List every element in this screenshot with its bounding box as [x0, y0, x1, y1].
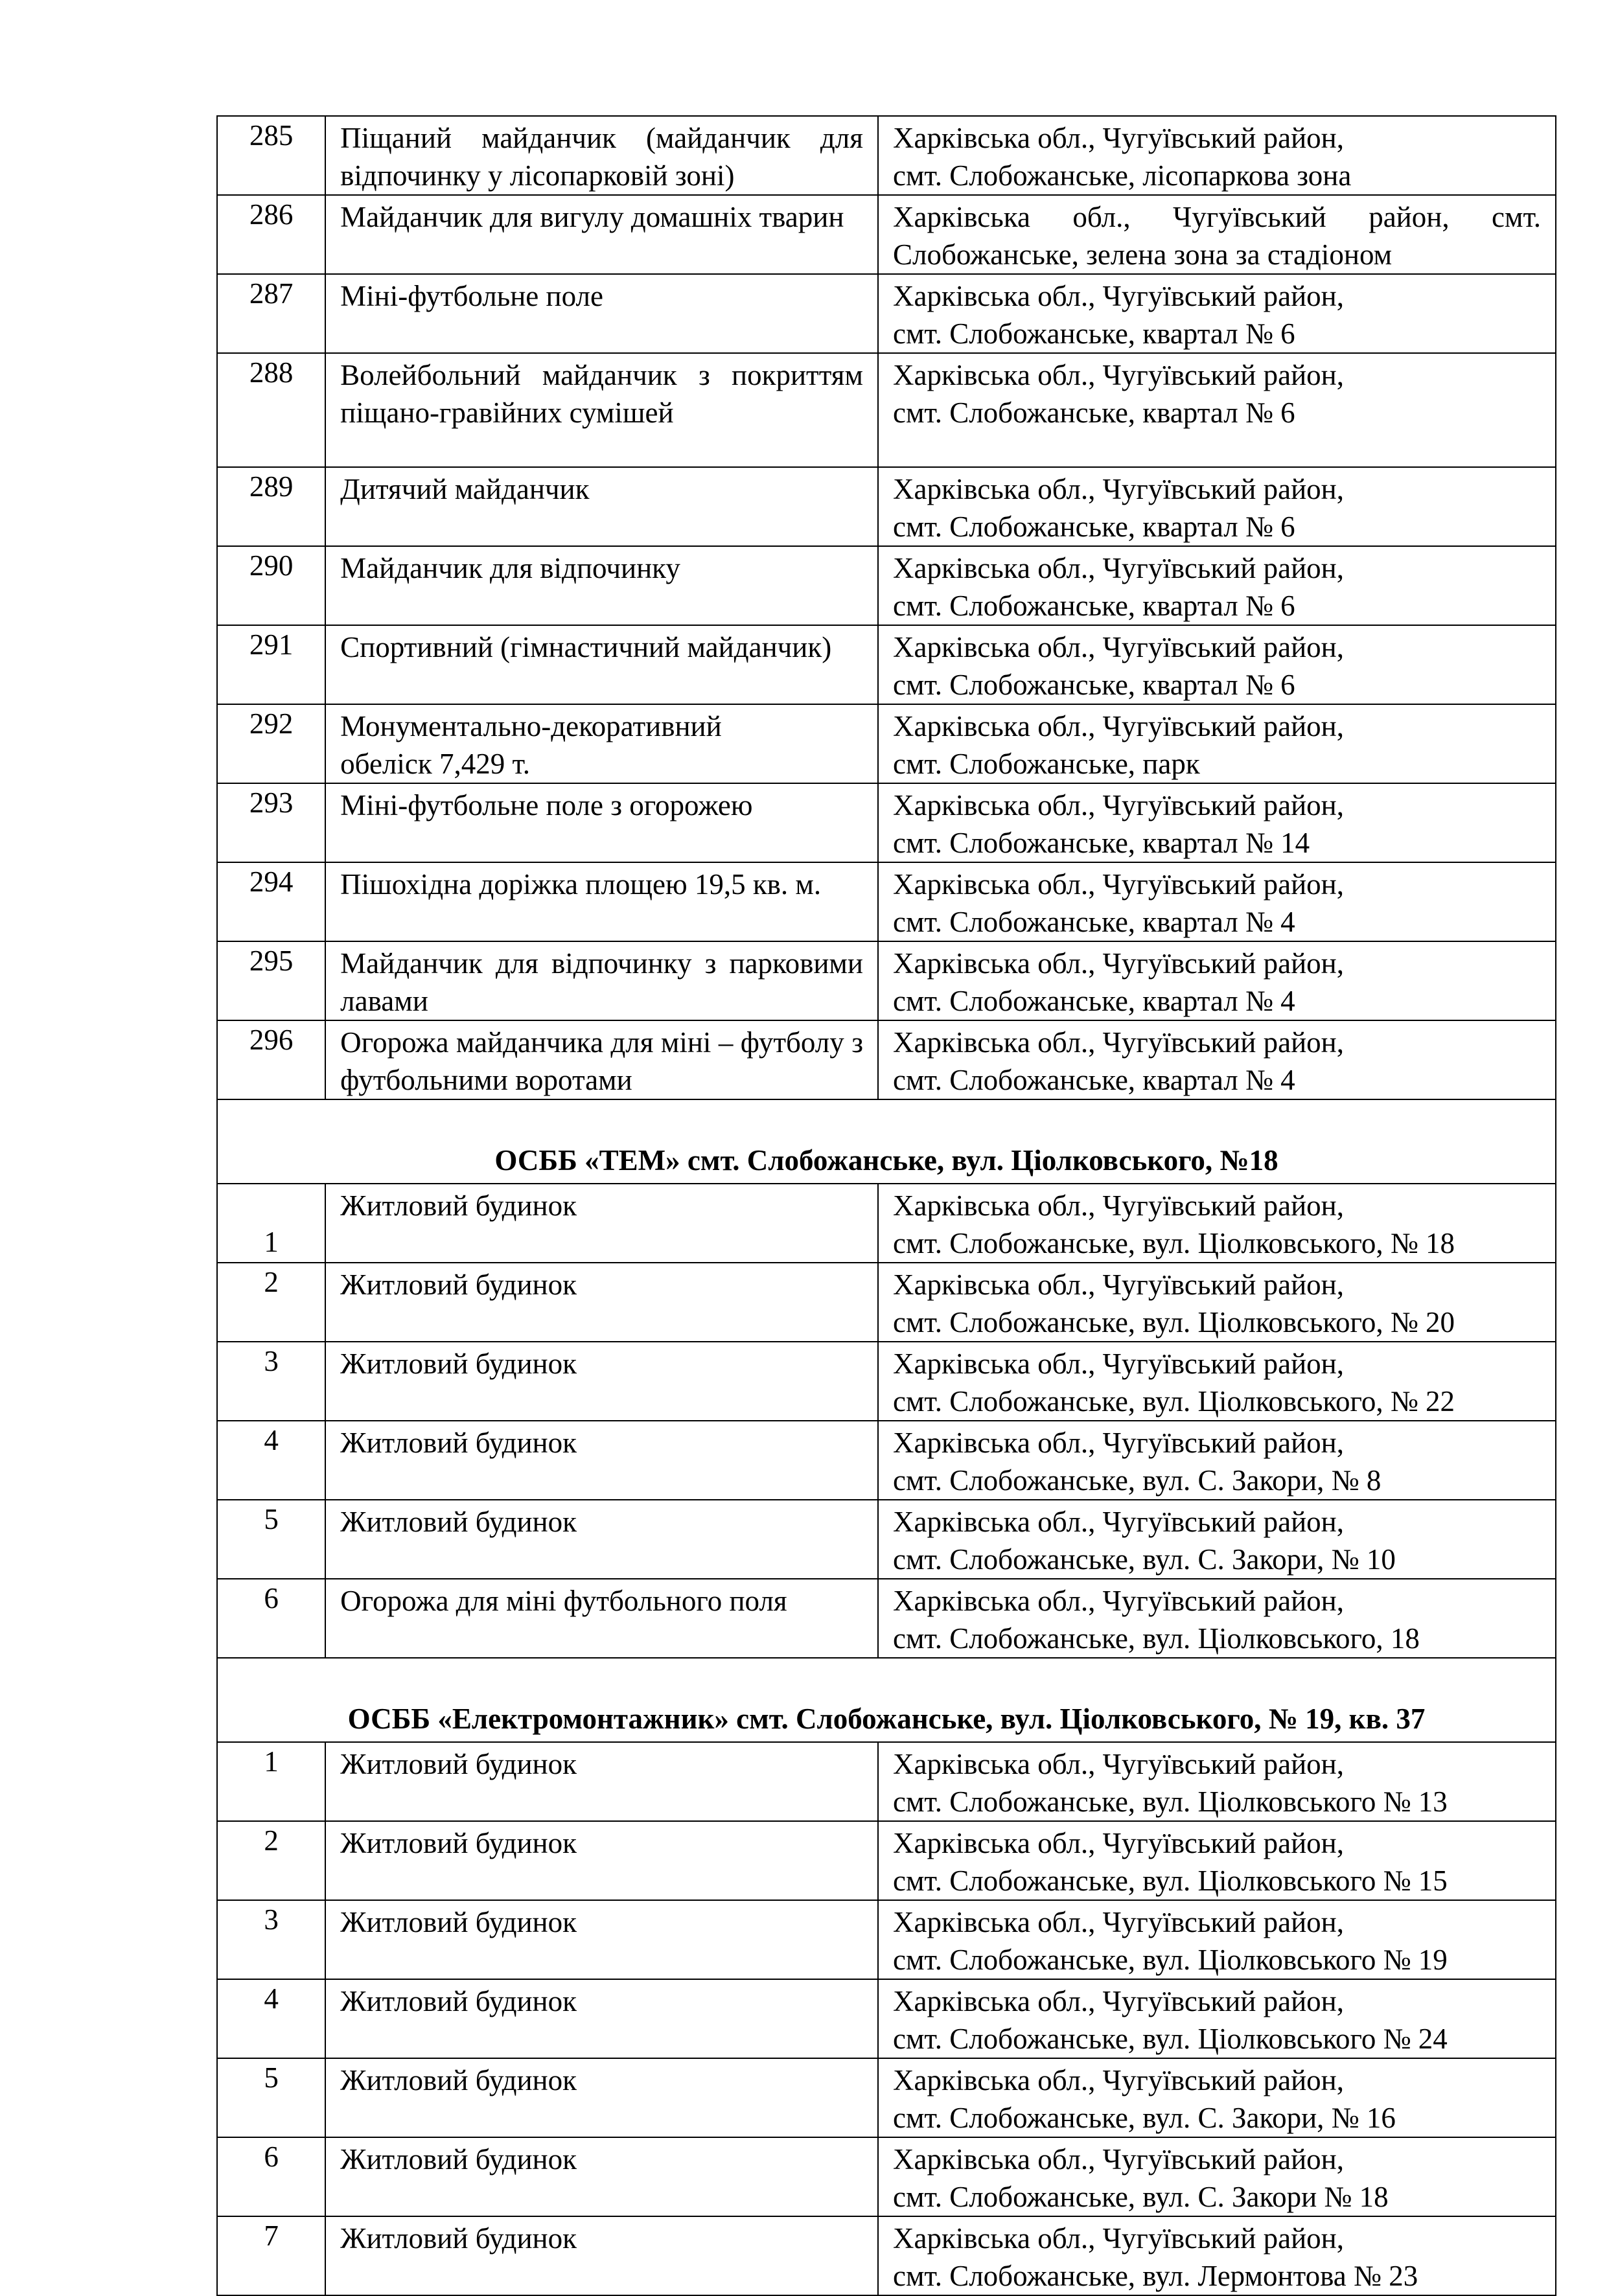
object-address: Харківська обл., Чугуївський район, смт. Слобожанське, вул. Лермонтова № 23 — [878, 2216, 1556, 2295]
table-row — [217, 704, 1556, 783]
object-name: Житловий будинок — [325, 1979, 878, 2058]
table-row — [217, 1500, 1556, 1579]
table-row — [217, 1421, 1556, 1500]
row-number: 3 — [217, 1900, 325, 1979]
object-address: Харківська обл., Чугуївський район, смт. Слобожанське, квартал № 14 — [878, 783, 1556, 862]
table-row — [217, 862, 1556, 941]
object-name: Міні-футбольне поле з огорожею — [325, 783, 878, 862]
table-row — [217, 1184, 1556, 1263]
table-row — [217, 1020, 1556, 1099]
object-address: Харківська обл., Чугуївський район, смт. Слобожанське, квартал № 6 — [878, 353, 1556, 467]
table-row — [217, 2058, 1556, 2137]
object-name: Пішохідна доріжка площею 19,5 кв. м. — [325, 862, 878, 941]
object-name: Майданчик для вигулу домашніх тварин — [325, 195, 878, 274]
object-name: Майданчик для відпочинку з парковими лавами — [325, 941, 878, 1020]
object-address: Харківська обл., Чугуївський район, смт. Слобожанське, вул. Ціолковського, № 20 — [878, 1263, 1556, 1342]
object-name: Огорожа майданчика для міні – футболу з футбольними воротами — [325, 1020, 878, 1099]
row-number: 5 — [217, 2058, 325, 2137]
object-address: Харківська обл., Чугуївський район, смт. Слобожанське, вул. С. Закори, № 16 — [878, 2058, 1556, 2137]
table-row — [217, 1742, 1556, 1821]
object-name: Житловий будинок — [325, 1263, 878, 1342]
row-number: 3 — [217, 1342, 325, 1421]
table-row — [217, 783, 1556, 862]
object-address: Харківська обл., Чугуївський район, смт. Слобожанське, вул. Ціолковського, 18 — [878, 1579, 1556, 1658]
document-page — [216, 115, 1556, 2296]
row-number: 291 — [217, 625, 325, 704]
object-name: Житловий будинок — [325, 1421, 878, 1500]
object-name: Житловий будинок — [325, 1342, 878, 1421]
row-number: 296 — [217, 1020, 325, 1099]
object-address: Харківська обл., Чугуївський район, смт. Слобожанське, вул. С. Закори, № 8 — [878, 1421, 1556, 1500]
object-name: Дитячий майданчик — [325, 467, 878, 546]
object-name: Волейбольний майданчик з покриттям піщано-гравійних сумішей — [325, 353, 878, 467]
object-address: Харківська обл., Чугуївський район, смт. Слобожанське, лісопаркова зона — [878, 116, 1556, 195]
table-row — [217, 1821, 1556, 1900]
object-address: Харківська обл., Чугуївський район, смт. Слобожанське, зелена зона за стадіоном — [878, 195, 1556, 274]
row-number: 293 — [217, 783, 325, 862]
object-address: Харківська обл., Чугуївський район, смт. Слобожанське, квартал № 6 — [878, 546, 1556, 625]
table-row — [217, 1342, 1556, 1421]
table-row — [217, 1263, 1556, 1342]
row-number: 6 — [217, 2137, 325, 2216]
section-header-row — [217, 1099, 1556, 1184]
object-address: Харківська обл., Чугуївський район, смт. Слобожанське, квартал № 4 — [878, 1020, 1556, 1099]
table-row — [217, 116, 1556, 195]
object-address: Харківська обл., Чугуївський район, смт. Слобожанське, вул. Ціолковського, № 18 — [878, 1184, 1556, 1263]
row-number: 285 — [217, 116, 325, 195]
object-name: Піщаний майданчик (майданчик для відпочинку у лісопарковій зоні) — [325, 116, 878, 195]
object-name: Спортивний (гімнастичний майданчик) — [325, 625, 878, 704]
row-number: 295 — [217, 941, 325, 1020]
row-number: 4 — [217, 1421, 325, 1500]
row-number: 289 — [217, 467, 325, 546]
object-address: Харківська обл., Чугуївський район, смт. Слобожанське, вул. Ціолковського № 15 — [878, 1821, 1556, 1900]
row-number: 1 — [217, 1742, 325, 1821]
object-name: Житловий будинок — [325, 1184, 878, 1263]
object-name: Житловий будинок — [325, 1500, 878, 1579]
table-row — [217, 2216, 1556, 2295]
table-row — [217, 625, 1556, 704]
row-number: 4 — [217, 1979, 325, 2058]
row-number: 7 — [217, 2216, 325, 2295]
table-row — [217, 1579, 1556, 1658]
object-address: Харківська обл., Чугуївський район, смт. Слобожанське, квартал № 6 — [878, 274, 1556, 353]
object-address: Харківська обл., Чугуївський район, смт. Слобожанське, вул. Ціолковського № 19 — [878, 1900, 1556, 1979]
row-number: 1 — [217, 1184, 325, 1263]
object-name: Житловий будинок — [325, 2137, 878, 2216]
property-table — [216, 115, 1556, 2296]
row-number: 294 — [217, 862, 325, 941]
object-address: Харківська обл., Чугуївський район, смт. Слобожанське, вул. С. Закори, № 10 — [878, 1500, 1556, 1579]
object-name: Житловий будинок — [325, 2216, 878, 2295]
object-address: Харківська обл., Чугуївський район, смт. Слобожанське, вул. Ціолковського, № 22 — [878, 1342, 1556, 1421]
row-number: 286 — [217, 195, 325, 274]
object-address: Харківська обл., Чугуївський район, смт. Слобожанське, квартал № 4 — [878, 941, 1556, 1020]
section-title: ОСББ «Електромонтажник» смт. Слобожанське, вул. Ціолковського, № 19, кв. 37 — [217, 1658, 1556, 1742]
object-name: Міні-футбольне поле — [325, 274, 878, 353]
object-name: Житловий будинок — [325, 1742, 878, 1821]
table-row — [217, 1900, 1556, 1979]
table-row — [217, 546, 1556, 625]
object-address: Харківська обл., Чугуївський район, смт. Слобожанське, вул. Ціолковського № 24 — [878, 1979, 1556, 2058]
object-name: Житловий будинок — [325, 1821, 878, 1900]
table-row — [217, 353, 1556, 467]
row-number: 290 — [217, 546, 325, 625]
object-address: Харківська обл., Чугуївський район, смт. Слобожанське, вул. Ціолковського № 13 — [878, 1742, 1556, 1821]
object-address: Харківська обл., Чугуївський район, смт. Слобожанське, квартал № 6 — [878, 625, 1556, 704]
row-number: 287 — [217, 274, 325, 353]
table-row — [217, 941, 1556, 1020]
table-row — [217, 274, 1556, 353]
object-address: Харківська обл., Чугуївський район, смт. Слобожанське, квартал № 4 — [878, 862, 1556, 941]
object-name: Майданчик для відпочинку — [325, 546, 878, 625]
object-address: Харківська обл., Чугуївський район, смт. Слобожанське, парк — [878, 704, 1556, 783]
object-address: Харківська обл., Чугуївський район, смт. Слобожанське, квартал № 6 — [878, 467, 1556, 546]
row-number: 6 — [217, 1579, 325, 1658]
object-name: Житловий будинок — [325, 2058, 878, 2137]
section-header-row — [217, 1658, 1556, 1742]
row-number: 292 — [217, 704, 325, 783]
row-number: 2 — [217, 1821, 325, 1900]
table-row — [217, 2137, 1556, 2216]
table-row — [217, 467, 1556, 546]
row-number: 5 — [217, 1500, 325, 1579]
row-number: 288 — [217, 353, 325, 467]
table-row — [217, 1979, 1556, 2058]
object-address: Харківська обл., Чугуївський район, смт. Слобожанське, вул. С. Закори № 18 — [878, 2137, 1556, 2216]
object-name: Житловий будинок — [325, 1900, 878, 1979]
section-title: ОСББ «ТЕМ» смт. Слобожанське, вул. Ціолковського, №18 — [217, 1099, 1556, 1184]
table-row — [217, 195, 1556, 274]
object-name: Огорожа для міні футбольного поля — [325, 1579, 878, 1658]
object-name: Монументально-декоративний обеліск 7,429 т. — [325, 704, 878, 783]
row-number: 2 — [217, 1263, 325, 1342]
